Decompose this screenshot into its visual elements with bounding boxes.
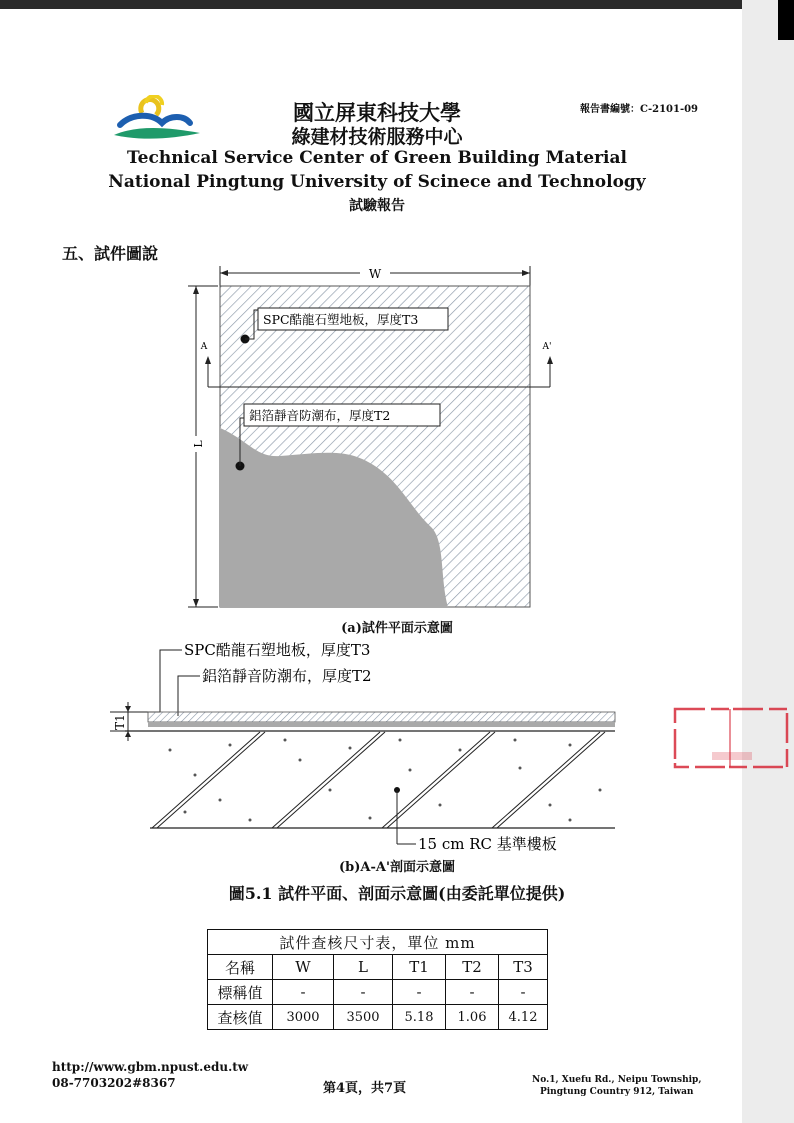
scan-edge-top [0,0,794,9]
concrete-aggregate [169,739,602,822]
table-cell: 標稱值 [208,980,273,1005]
table-row [208,1005,548,1030]
section-foil-label: 鋁箔靜音防潮布，厚度T2 [202,667,372,685]
center-name-cn: 綠建材技術服務中心 [291,126,463,148]
plan-foil-label: 鋁箔靜音防潮布，厚度T2 [249,408,391,423]
table-caption: 試件查核尺寸表，單位 mm [208,930,548,955]
table-cell: 3500 [334,1005,393,1030]
t1-label: T1 [113,714,127,730]
official-stamp [672,704,792,774]
spc-layer [148,712,615,722]
table-cell: 4.12 [499,1005,548,1030]
table-cell: 查核值 [208,1005,273,1030]
table-header-cell: T2 [446,955,499,980]
section-view-drawing [100,640,630,835]
slab-callout [396,832,596,856]
address-line-1: No.1, Xuefu Rd., Neipu Township, [532,1075,702,1085]
section-spc-label: SPC酷龍石塑地板，厚度T3 [184,641,371,659]
table-header-cell: L [334,955,393,980]
length-label: L [192,440,205,448]
footer-contact [52,1059,248,1091]
table-row [208,980,548,1005]
report-number: 報告書編號：C-2101-09 [580,104,699,115]
table-cell: - [273,980,334,1005]
center-name-en: Technical Service Center of Green Building Material [126,148,627,168]
university-name-en: National Pingtung University of Scinece and Technology [108,172,646,192]
table-cell: - [499,980,548,1005]
address-line-2: Pingtung Country 912, Taiwan [539,1087,694,1097]
university-name-cn: 國立屏東科技大學 [293,100,461,125]
plan-spc-label: SPC酷龍石塑地板，厚度T3 [263,312,419,327]
table-cell: - [393,980,446,1005]
section-caption: (b)A-A'剖面示意圖 [339,860,455,875]
page-number: 第4頁，共7頁 [323,1081,407,1096]
scan-edge-right [742,0,794,1123]
table-cell: 3000 [273,1005,334,1030]
table-cell: 1.06 [446,1005,499,1030]
table-header-row [208,955,548,980]
footer-address [532,1074,701,1098]
section-title: 五、試件圖說 [62,244,159,263]
figure-title: 圖5.1 試件平面、剖面示意圖(由委託單位提供) [228,884,566,903]
footer-url[interactable]: http://www.gbm.npust.edu.tw [52,1060,249,1074]
report-type: 試驗報告 [349,198,405,214]
width-label: W [368,267,382,281]
slab-label: 15 cm RC 基準樓板 [418,835,557,853]
table-header-cell: T3 [499,955,548,980]
foil-layer [148,722,615,727]
footer-phone: 08-7703202#8367 [52,1076,176,1090]
table-header-cell: W [273,955,334,980]
section-mark-a-prime: A' [542,342,552,352]
scan-edge-corner [778,0,794,40]
table-cell: - [446,980,499,1005]
plan-caption: (a)試件平面示意圖 [341,621,453,636]
dimension-table [207,929,548,1030]
table-cell: 5.18 [393,1005,446,1030]
rebar-lines [152,732,605,828]
section-mark-a: A [200,342,208,352]
table-header-cell: T1 [393,955,446,980]
table-cell: - [334,980,393,1005]
table-header-cell: 名稱 [208,955,273,980]
plan-view-drawing [170,258,570,618]
